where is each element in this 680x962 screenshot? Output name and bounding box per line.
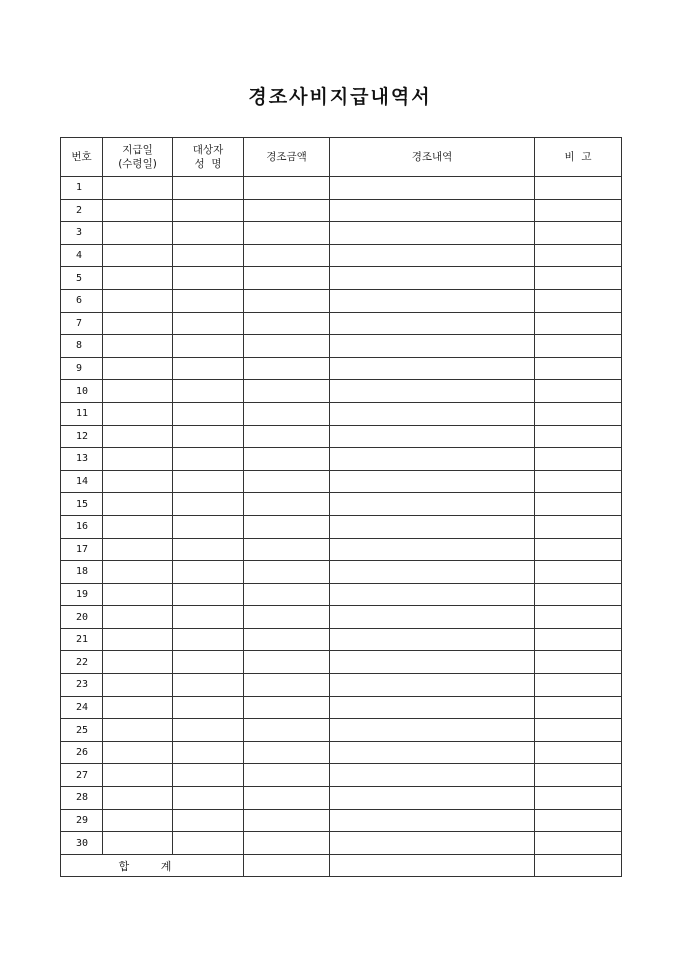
payment-date-cell[interactable]: [103, 402, 173, 425]
row-number: 10: [61, 380, 103, 403]
recipient-name-cell[interactable]: [173, 335, 244, 358]
details-cell[interactable]: [330, 470, 535, 493]
row-number: 5: [61, 267, 103, 290]
table-row: [61, 832, 622, 855]
details-cell[interactable]: [330, 741, 535, 764]
recipient-name-cell[interactable]: [173, 380, 244, 403]
table-row: [61, 696, 622, 719]
table-body: [61, 177, 622, 855]
row-number: 11: [61, 402, 103, 425]
details-cell[interactable]: [330, 674, 535, 697]
table-row: [61, 651, 622, 674]
recipient-name-cell[interactable]: [173, 719, 244, 742]
payment-date-cell[interactable]: [103, 515, 173, 538]
remarks-cell[interactable]: [535, 357, 622, 380]
recipient-name-cell[interactable]: [173, 177, 244, 200]
table-row: [61, 177, 622, 200]
row-number: 9: [61, 357, 103, 380]
table-row: [61, 809, 622, 832]
remarks-cell[interactable]: [535, 651, 622, 674]
amount-cell[interactable]: [244, 583, 330, 606]
recipient-name-cell[interactable]: [173, 628, 244, 651]
payment-date-cell[interactable]: [103, 244, 173, 267]
remarks-cell[interactable]: [535, 628, 622, 651]
table-row: [61, 289, 622, 312]
total-details-cell[interactable]: [330, 854, 535, 877]
details-cell[interactable]: [330, 312, 535, 335]
amount-cell[interactable]: [244, 244, 330, 267]
details-cell[interactable]: [330, 448, 535, 471]
details-cell[interactable]: [330, 764, 535, 787]
details-cell[interactable]: [330, 357, 535, 380]
amount-cell[interactable]: [244, 470, 330, 493]
remarks-cell[interactable]: [535, 696, 622, 719]
table-row: [61, 402, 622, 425]
document-title: 경조사비지급내역서: [248, 86, 432, 108]
amount-cell[interactable]: [244, 651, 330, 674]
details-cell[interactable]: [330, 628, 535, 651]
details-cell[interactable]: [330, 244, 535, 267]
payment-date-cell[interactable]: [103, 741, 173, 764]
header-recipient-name: [173, 138, 244, 177]
header-payment-date: [103, 138, 173, 177]
row-number: 24: [61, 696, 103, 719]
table-row: [61, 538, 622, 561]
row-number: 15: [61, 493, 103, 516]
row-number: 25: [61, 719, 103, 742]
payment-date-cell[interactable]: [103, 493, 173, 516]
details-cell[interactable]: [330, 538, 535, 561]
remarks-cell[interactable]: [535, 289, 622, 312]
payment-date-cell[interactable]: [103, 787, 173, 810]
row-number: 13: [61, 448, 103, 471]
payment-date-cell[interactable]: [103, 583, 173, 606]
table-row: [61, 493, 622, 516]
payment-date-cell[interactable]: [103, 222, 173, 245]
amount-cell[interactable]: [244, 628, 330, 651]
details-cell[interactable]: [330, 561, 535, 584]
row-number: 8: [61, 335, 103, 358]
remarks-cell[interactable]: [535, 741, 622, 764]
remarks-cell[interactable]: [535, 380, 622, 403]
details-cell[interactable]: [330, 380, 535, 403]
remarks-cell[interactable]: [535, 199, 622, 222]
recipient-name-cell[interactable]: [173, 402, 244, 425]
total-row: [61, 854, 622, 877]
details-cell[interactable]: [330, 402, 535, 425]
recipient-name-cell[interactable]: [173, 244, 244, 267]
header-payment-date-line2: (수령일): [118, 158, 157, 170]
payment-date-cell[interactable]: [103, 832, 173, 855]
amount-cell[interactable]: [244, 493, 330, 516]
details-cell[interactable]: [330, 177, 535, 200]
row-number: 4: [61, 244, 103, 267]
recipient-name-cell[interactable]: [173, 289, 244, 312]
recipient-name-cell[interactable]: [173, 493, 244, 516]
remarks-cell[interactable]: [535, 809, 622, 832]
table-row: [61, 448, 622, 471]
remarks-cell[interactable]: [535, 674, 622, 697]
remarks-cell[interactable]: [535, 764, 622, 787]
payment-date-cell[interactable]: [103, 312, 173, 335]
payment-date-cell[interactable]: [103, 425, 173, 448]
header-recipient-line1: 대상자: [192, 144, 224, 156]
amount-cell[interactable]: [244, 335, 330, 358]
header-recipient-line2: 성 명: [194, 158, 222, 170]
table-row: [61, 244, 622, 267]
payment-date-cell[interactable]: [103, 606, 173, 629]
table-row: [61, 674, 622, 697]
header-amount: 경조금액: [244, 138, 330, 177]
table-row: [61, 335, 622, 358]
payment-date-cell[interactable]: [103, 267, 173, 290]
row-number: 28: [61, 787, 103, 810]
table-row: [61, 764, 622, 787]
details-cell[interactable]: [330, 267, 535, 290]
row-number: 3: [61, 222, 103, 245]
header-remarks: 비 고: [535, 138, 622, 177]
recipient-name-cell[interactable]: [173, 809, 244, 832]
table-row: [61, 606, 622, 629]
amount-cell[interactable]: [244, 719, 330, 742]
details-cell[interactable]: [330, 606, 535, 629]
row-number: 27: [61, 764, 103, 787]
recipient-name-cell[interactable]: [173, 583, 244, 606]
payment-date-cell[interactable]: [103, 448, 173, 471]
details-cell[interactable]: [330, 289, 535, 312]
remarks-cell[interactable]: [535, 425, 622, 448]
remarks-cell[interactable]: [535, 787, 622, 810]
amount-cell[interactable]: [244, 741, 330, 764]
payment-date-cell[interactable]: [103, 177, 173, 200]
amount-cell[interactable]: [244, 357, 330, 380]
details-cell[interactable]: [330, 222, 535, 245]
recipient-name-cell[interactable]: [173, 674, 244, 697]
recipient-name-cell[interactable]: [173, 425, 244, 448]
table-row: [61, 380, 622, 403]
payment-date-cell[interactable]: [103, 674, 173, 697]
recipient-name-cell[interactable]: [173, 448, 244, 471]
details-cell[interactable]: [330, 809, 535, 832]
remarks-cell[interactable]: [535, 606, 622, 629]
remarks-cell[interactable]: [535, 832, 622, 855]
amount-cell[interactable]: [244, 267, 330, 290]
recipient-name-cell[interactable]: [173, 357, 244, 380]
remarks-cell[interactable]: [535, 244, 622, 267]
recipient-name-cell[interactable]: [173, 267, 244, 290]
payment-date-cell[interactable]: [103, 289, 173, 312]
remarks-cell[interactable]: [535, 515, 622, 538]
table-row: [61, 719, 622, 742]
row-number: 29: [61, 809, 103, 832]
details-cell[interactable]: [330, 425, 535, 448]
payment-date-cell[interactable]: [103, 696, 173, 719]
table-row: [61, 222, 622, 245]
row-number: 2: [61, 199, 103, 222]
row-number: 17: [61, 538, 103, 561]
total-amount-cell[interactable]: [244, 854, 330, 877]
payment-date-cell[interactable]: [103, 651, 173, 674]
total-remarks-cell[interactable]: [535, 854, 622, 877]
details-cell[interactable]: [330, 335, 535, 358]
amount-cell[interactable]: [244, 787, 330, 810]
amount-cell[interactable]: [244, 312, 330, 335]
amount-cell[interactable]: [244, 448, 330, 471]
remarks-cell[interactable]: [535, 222, 622, 245]
recipient-name-cell[interactable]: [173, 199, 244, 222]
details-cell[interactable]: [330, 719, 535, 742]
remarks-cell[interactable]: [535, 312, 622, 335]
row-number: 12: [61, 425, 103, 448]
row-number: 18: [61, 561, 103, 584]
amount-cell[interactable]: [244, 289, 330, 312]
payment-date-cell[interactable]: [103, 561, 173, 584]
table-row: [61, 425, 622, 448]
row-number: 6: [61, 289, 103, 312]
recipient-name-cell[interactable]: [173, 606, 244, 629]
row-number: 22: [61, 651, 103, 674]
amount-cell[interactable]: [244, 199, 330, 222]
amount-cell[interactable]: [244, 402, 330, 425]
recipient-name-cell[interactable]: [173, 312, 244, 335]
amount-cell[interactable]: [244, 380, 330, 403]
table-row: [61, 628, 622, 651]
table-row: [61, 787, 622, 810]
payment-date-cell[interactable]: [103, 380, 173, 403]
remarks-cell[interactable]: [535, 583, 622, 606]
table-row: [61, 741, 622, 764]
table-row: [61, 267, 622, 290]
amount-cell[interactable]: [244, 764, 330, 787]
recipient-name-cell[interactable]: [173, 561, 244, 584]
remarks-cell[interactable]: [535, 561, 622, 584]
row-number: 16: [61, 515, 103, 538]
remarks-cell[interactable]: [535, 267, 622, 290]
payment-date-cell[interactable]: [103, 470, 173, 493]
recipient-name-cell[interactable]: [173, 222, 244, 245]
recipient-name-cell[interactable]: [173, 741, 244, 764]
details-cell[interactable]: [330, 651, 535, 674]
recipient-name-cell[interactable]: [173, 515, 244, 538]
recipient-name-cell[interactable]: [173, 764, 244, 787]
details-cell[interactable]: [330, 515, 535, 538]
amount-cell[interactable]: [244, 425, 330, 448]
total-label: 합 계: [61, 854, 244, 877]
table-row: [61, 470, 622, 493]
recipient-name-cell[interactable]: [173, 651, 244, 674]
payment-date-cell[interactable]: [103, 199, 173, 222]
row-number: 14: [61, 470, 103, 493]
remarks-cell[interactable]: [535, 177, 622, 200]
details-cell[interactable]: [330, 583, 535, 606]
table-row: [61, 357, 622, 380]
amount-cell[interactable]: [244, 222, 330, 245]
header-details: 경조내역: [330, 138, 535, 177]
recipient-name-cell[interactable]: [173, 787, 244, 810]
payment-date-cell[interactable]: [103, 719, 173, 742]
remarks-cell[interactable]: [535, 335, 622, 358]
remarks-cell[interactable]: [535, 538, 622, 561]
row-number: 21: [61, 628, 103, 651]
remarks-cell[interactable]: [535, 402, 622, 425]
header-payment-date-line1: 지급일: [122, 144, 153, 156]
row-number: 7: [61, 312, 103, 335]
row-number: 1: [61, 177, 103, 200]
table-row: [61, 561, 622, 584]
row-number: 20: [61, 606, 103, 629]
recipient-name-cell[interactable]: [173, 696, 244, 719]
expense-table: [60, 137, 622, 877]
table-row: [61, 515, 622, 538]
amount-cell[interactable]: [244, 832, 330, 855]
header-number: 번호: [61, 138, 103, 177]
amount-cell[interactable]: [244, 696, 330, 719]
recipient-name-cell[interactable]: [173, 538, 244, 561]
row-number: 30: [61, 832, 103, 855]
recipient-name-cell[interactable]: [173, 470, 244, 493]
amount-cell[interactable]: [244, 538, 330, 561]
row-number: 26: [61, 741, 103, 764]
table-row: [61, 199, 622, 222]
details-cell[interactable]: [330, 696, 535, 719]
payment-date-cell[interactable]: [103, 335, 173, 358]
payment-date-cell[interactable]: [103, 357, 173, 380]
payment-date-cell[interactable]: [103, 809, 173, 832]
amount-cell[interactable]: [244, 674, 330, 697]
recipient-name-cell[interactable]: [173, 832, 244, 855]
payment-date-cell[interactable]: [103, 628, 173, 651]
row-number: 19: [61, 583, 103, 606]
remarks-cell[interactable]: [535, 493, 622, 516]
remarks-cell[interactable]: [535, 470, 622, 493]
row-number: 23: [61, 674, 103, 697]
amount-cell[interactable]: [244, 177, 330, 200]
amount-cell[interactable]: [244, 606, 330, 629]
remarks-cell[interactable]: [535, 719, 622, 742]
details-cell[interactable]: [330, 493, 535, 516]
details-cell[interactable]: [330, 787, 535, 810]
table-row: [61, 312, 622, 335]
header-row: [61, 138, 622, 177]
payment-date-cell[interactable]: [103, 538, 173, 561]
payment-date-cell[interactable]: [103, 764, 173, 787]
amount-cell[interactable]: [244, 561, 330, 584]
remarks-cell[interactable]: [535, 448, 622, 471]
table-row: [61, 583, 622, 606]
details-cell[interactable]: [330, 199, 535, 222]
amount-cell[interactable]: [244, 809, 330, 832]
amount-cell[interactable]: [244, 515, 330, 538]
details-cell[interactable]: [330, 832, 535, 855]
